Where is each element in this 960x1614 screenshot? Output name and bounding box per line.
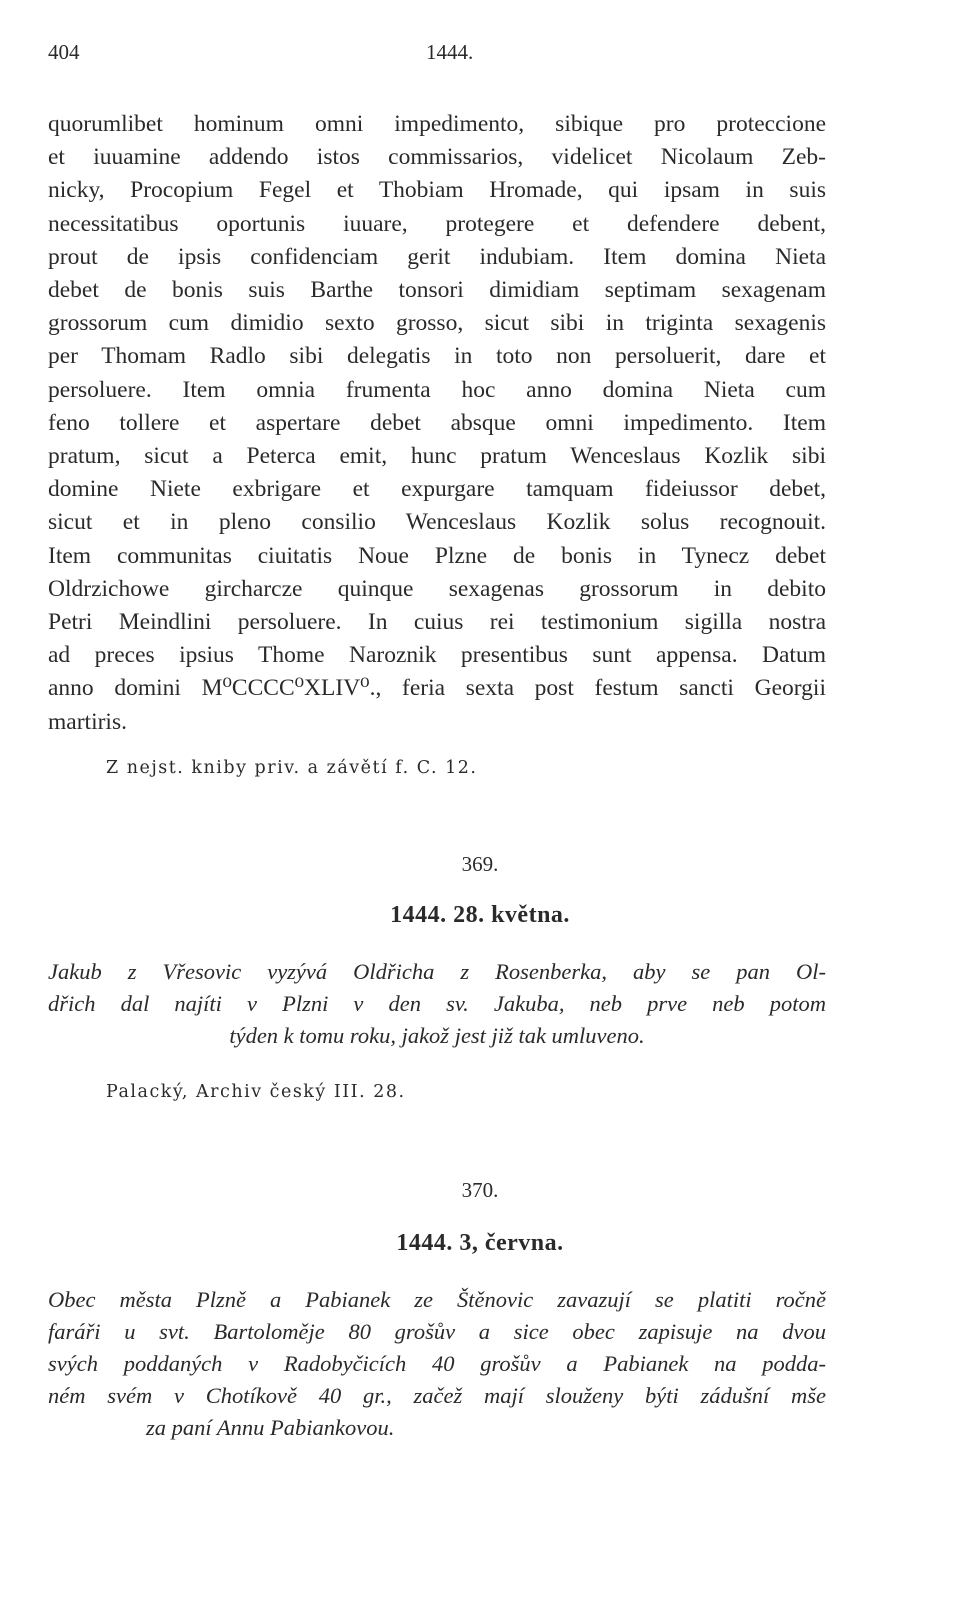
document-date-369: 1444. 28. května. (390, 902, 570, 928)
text-line: anno domini M⁰CCCC⁰XLIV⁰., feria sexta post festum sancti Georgii (48, 675, 826, 702)
text-line: quorumlibet hominum omni impedimento, sibique pro proteccione (48, 111, 826, 137)
text-line: debet de bonis suis Barthe tonsori dimidiam septimam sexagenam (48, 277, 826, 304)
text-line: domine Niete exbrigare et expurgare tamquam fideiussor debet, (48, 476, 826, 503)
text-line: necessitatibus oportunis iuuare, protegere et defendere debent, (48, 210, 826, 237)
text-line: Item communitas ciuitatis Noue Plzne de bonis in Tynecz debet (48, 542, 826, 569)
text-line: sicut et in pleno consilio Wenceslaus Kozlik solus recognouit. (48, 509, 826, 536)
page-header (48, 40, 828, 74)
text-line: et iuuamine addendo istos commissarios, videlicet Nicolaum Zeb- (48, 144, 826, 171)
document-summary-369 (48, 956, 826, 1052)
text-line: grossorum cum dimidio sexto grosso, sicut sibi in triginta sexagenis (48, 310, 826, 337)
running-head-year: 1444. (426, 40, 474, 64)
document-date-370: 1444. 3, června. (396, 1230, 564, 1256)
document-number-370: 370. (461, 1178, 499, 1202)
summary-line: Jakub z Vřesovic vyzývá Oldřicha z Rosenberka, aby se pan Ol- (48, 959, 826, 984)
summary-line: za paní Annu Pabiankovou. (146, 1415, 395, 1440)
text-line: ad preces ipsius Thome Naroznik presentibus sunt appensa. Datum (48, 642, 826, 669)
text-line: Oldrzichowe gircharcze quinque sexagenas grossorum in debito (48, 575, 826, 602)
page-number: 404 (48, 40, 80, 64)
text-line: martiris. (48, 708, 127, 735)
text-line: nicky, Procopium Fegel et Thobiam Hromade, qui ipsam in suis (48, 177, 826, 204)
summary-line: ném svém v Chotíkově 40 gr., začež mají slouženy býti zádušní mše (48, 1383, 826, 1408)
document-summary-370 (48, 1284, 826, 1444)
source-citation: Palacký, Archiv český III. 28. (106, 1082, 406, 1102)
text-line: feno tollere et aspertare debet absque omni impedimento. Item (48, 409, 826, 436)
document-number-369: 369. (461, 852, 499, 876)
summary-line: týden k tomu roku, jakož jest již tak umluveno. (229, 1023, 645, 1048)
text-line: Petri Meindlini persoluere. In cuius rei testimonium sigilla nostra (48, 609, 826, 636)
summary-line: faráři u svt. Bartoloměje 80 grošův a sice obec zapisuje na dvou (48, 1319, 826, 1344)
summary-line: Obec města Plzně a Pabianek ze Štěnovic zavazují se platiti ročně (48, 1287, 826, 1312)
text-line: persoluere. Item omnia frumenta hoc anno domina Nieta cum (48, 376, 826, 403)
text-line: prout de ipsis confidenciam gerit indubiam. Item domina Nieta (48, 243, 826, 270)
text-line: per Thomam Radlo sibi delegatis in toto non persoluerit, dare et (48, 343, 826, 370)
text-line: pratum, sicut a Peterca emit, hunc pratum Wenceslaus Kozlik sibi (48, 443, 826, 470)
summary-line: dřich dal najíti v Plzni v den sv. Jakuba, neb prve neb potom (48, 991, 826, 1016)
latin-document-text (48, 108, 826, 739)
summary-line: svých poddaných v Radobyčicích 40 grošův a Pabianek na podda- (48, 1351, 826, 1376)
source-citation: Z nejst. kniby priv. a závětí f. C. 12. (106, 758, 478, 778)
